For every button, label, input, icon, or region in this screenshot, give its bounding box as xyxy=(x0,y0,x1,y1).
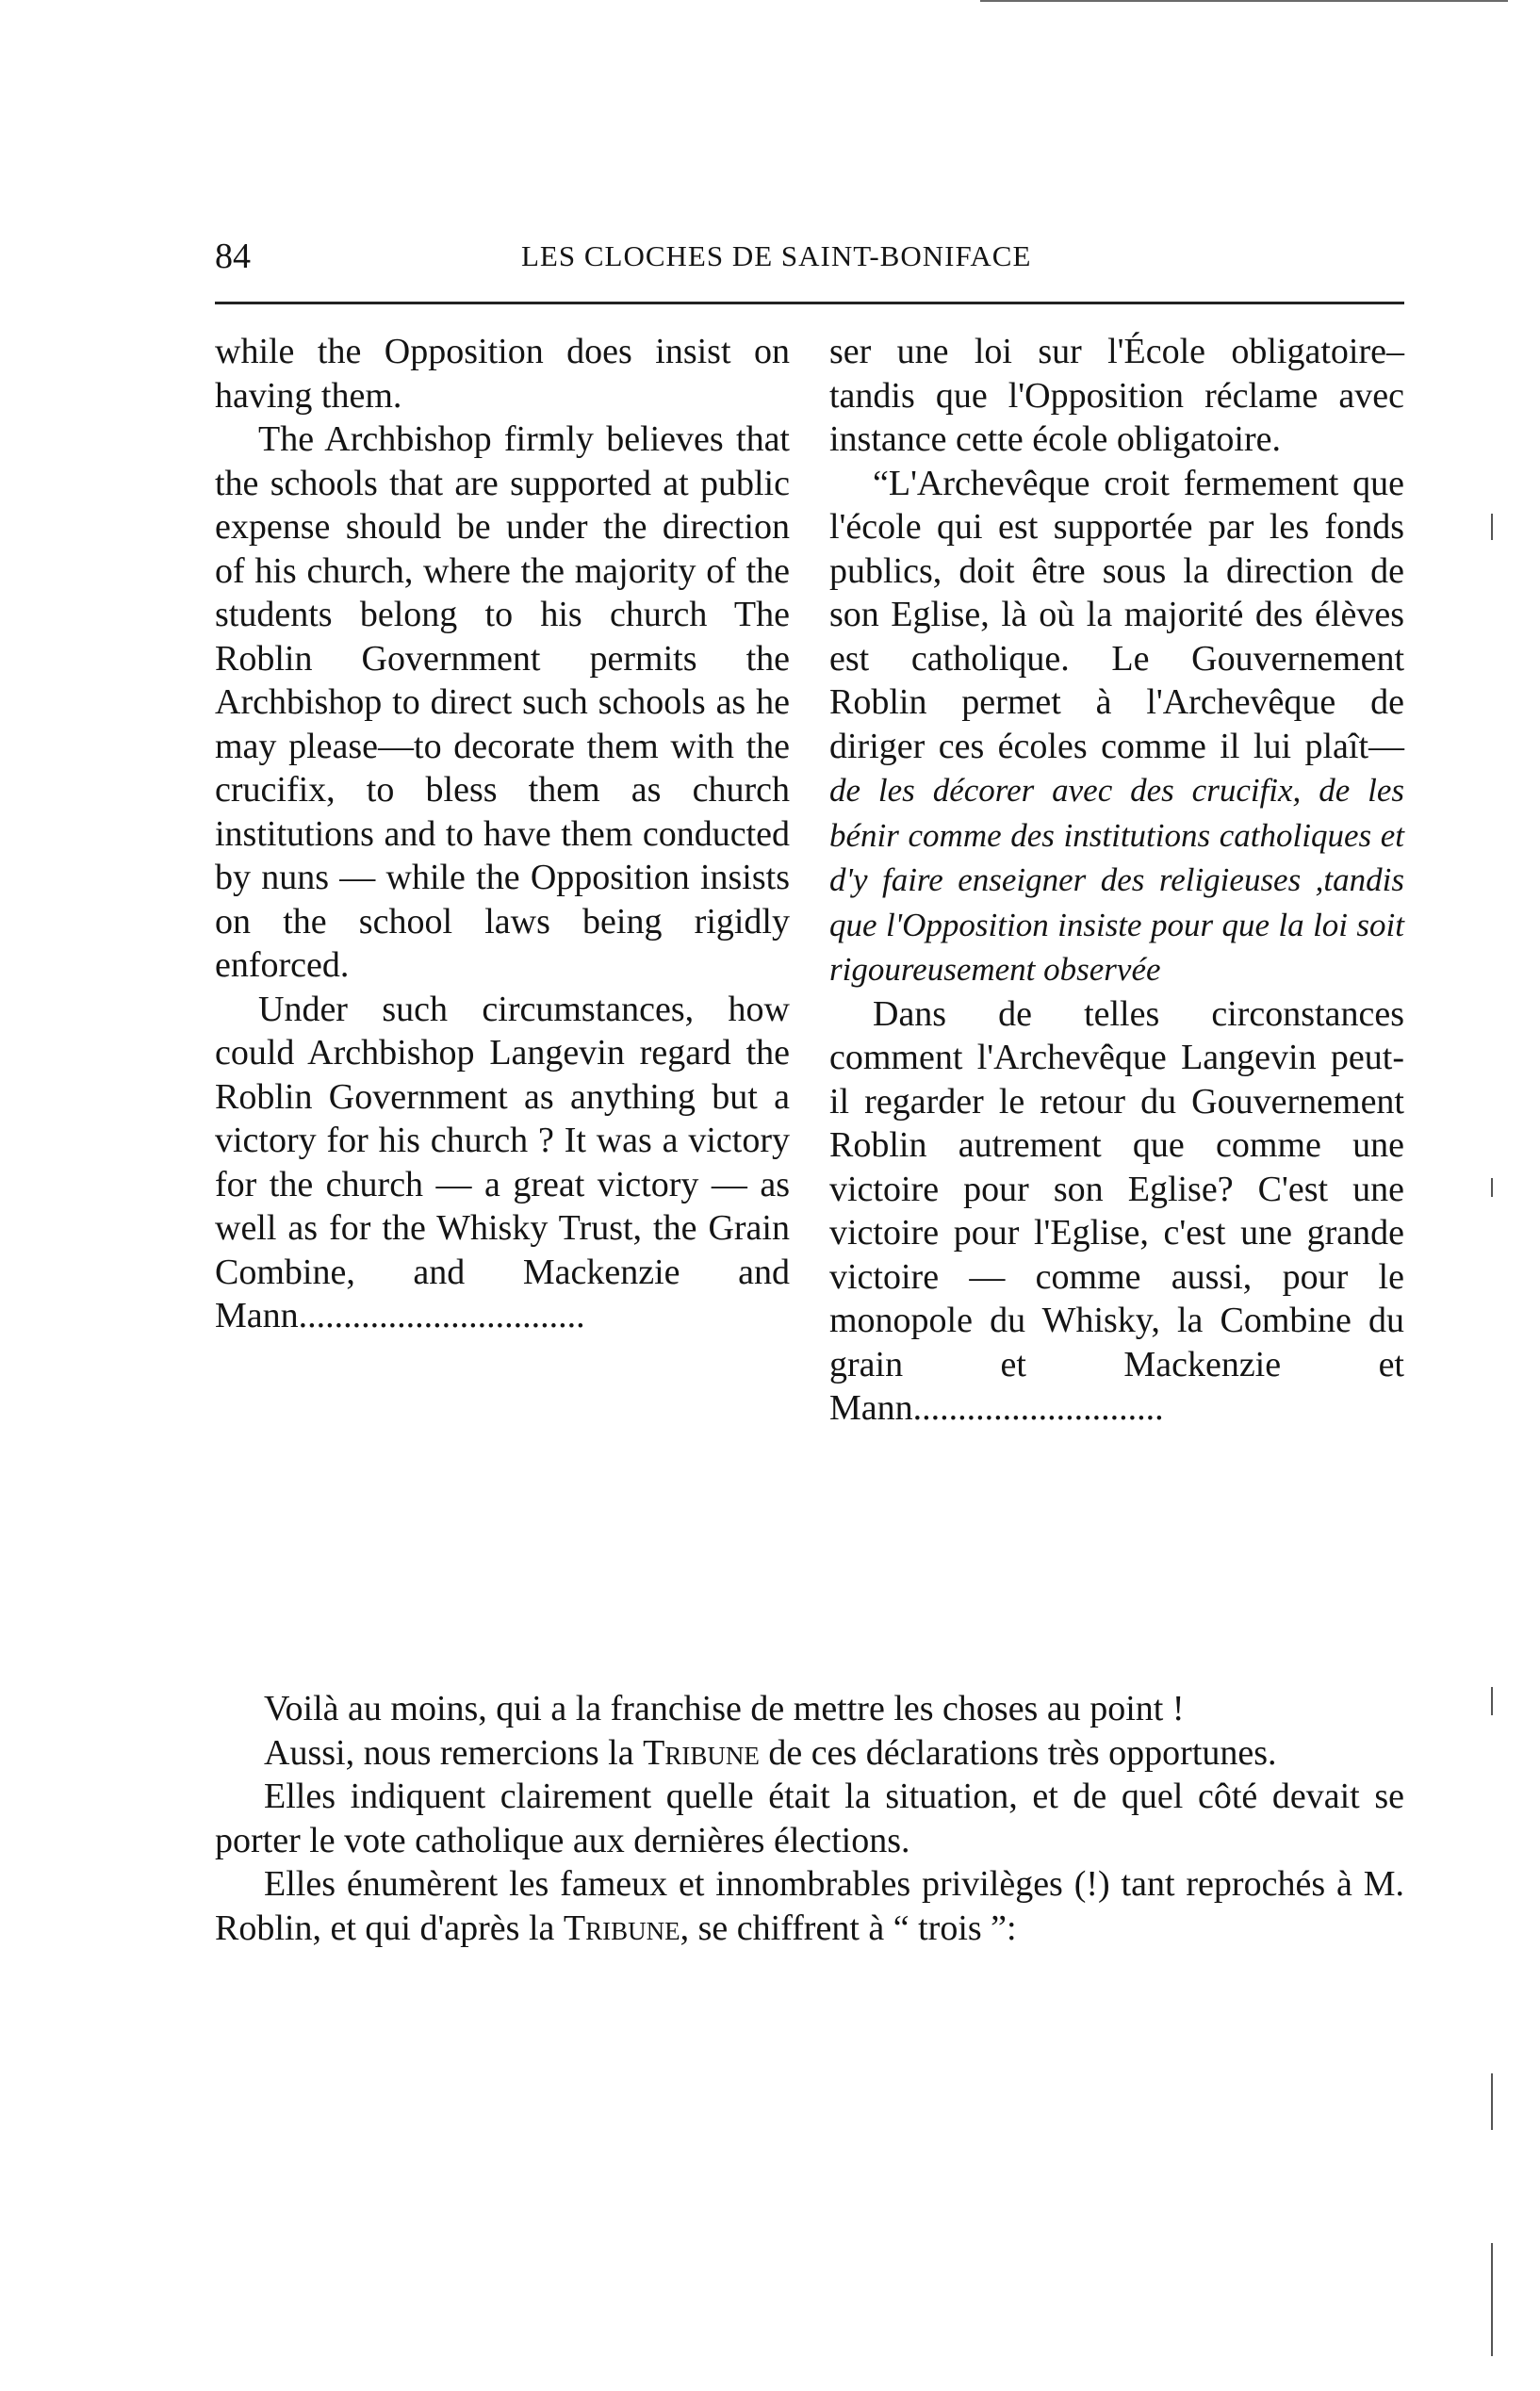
margin-scan-mark xyxy=(1491,1178,1493,1197)
french-paragraph xyxy=(829,462,1404,992)
body-text-span: Aussi, nous remercions la xyxy=(264,1732,644,1773)
body-text-span: Elles énumèrent les fameux et innombrables privilèges (!) tant reprochés à M. Roblin, et qui d'après la xyxy=(215,1864,1404,1948)
margin-scan-mark xyxy=(1491,1687,1493,1715)
page-header xyxy=(215,236,1404,283)
body-paragraph xyxy=(215,1862,1404,1950)
margin-scan-mark xyxy=(1491,2243,1493,2356)
tribune-name: Tribune xyxy=(563,1908,680,1948)
body-text-span: , se chiffrent à “ trois ”: xyxy=(680,1908,1017,1948)
body-text xyxy=(215,1687,1404,1950)
page-number: 84 xyxy=(215,237,251,276)
french-paragraph: ser une loi sur l'École obligatoire– tandis que l'Opposition réclame avec instance cette école obligatoire. xyxy=(829,332,1404,459)
header-rule xyxy=(215,302,1404,304)
french-text: “L'Archevêque croit fermement que l'école qui est supportée par les fonds publics, doit être sous la direction de son Eglise, là où la majorité des élèves est catholique. Le Gouvernement Roblin permet à l'Archevêque de diriger ces écoles comme il lui plaît— xyxy=(829,463,1404,766)
english-paragraph: Under such circumstances, how could Archbishop Langevin regard the Roblin Government as anything but a victory for his church ? It was a victory for the church — a great victory — as well as for the Whisky Trust, the Grain Combine, and Mackenzie and Mann................................ xyxy=(215,989,790,1335)
body-paragraph: Voilà au moins, qui a la franchise de mettre les choses au point ! xyxy=(264,1689,1185,1728)
body-paragraph: Elles indiquent clairement quelle était la situation, et de quel côté devait se porter le vote catholique aux dernières élections. xyxy=(215,1777,1404,1860)
margin-scan-mark xyxy=(1491,514,1493,540)
english-paragraph: while the Opposition does insist on having them. xyxy=(215,332,790,416)
english-paragraph: The Archbishop firmly believes that the schools that are supported at public expense should be under the direction of his church, where the majority of the students belong to his church The Roblin Government permits the Archbishop to direct such schools as he may please—to decorate them with the crucifix, to bless them as church institutions and to have them conducted by nuns — while the Opposition insists on the school laws being rigidly enforced. xyxy=(215,419,790,985)
margin-scan-mark xyxy=(1491,2073,1493,2130)
tribune-name: Tribune xyxy=(643,1732,760,1773)
running-title: LES CLOCHES DE SAINT-BONIFACE xyxy=(521,239,1032,272)
french-paragraph: Dans de telles circonstances comment l'Archevêque Langevin peut-il regarder le retour du Gouvernement Roblin autrement que comme une victoire pour son Eglise? C'est une victoire pour l'Eglise, c'est une grande victoire — comme aussi, pour le monopole du Whisky, la Combine du grain et Mackenzie et Mann............................ xyxy=(829,993,1404,1428)
body-paragraph xyxy=(215,1731,1404,1776)
english-column xyxy=(215,330,790,1338)
top-edge-rule xyxy=(980,0,1508,2)
french-column xyxy=(829,330,1404,1431)
body-text-span: de ces déclarations très opportunes. xyxy=(759,1732,1277,1773)
french-italic-text: de les décorer avec des crucifix, de les bénir comme des institutions catholiques et d'y faire enseigner des religieuses ,tandis que l'Opposition insiste pour que la loi soit rigoureusement observée xyxy=(829,772,1404,988)
